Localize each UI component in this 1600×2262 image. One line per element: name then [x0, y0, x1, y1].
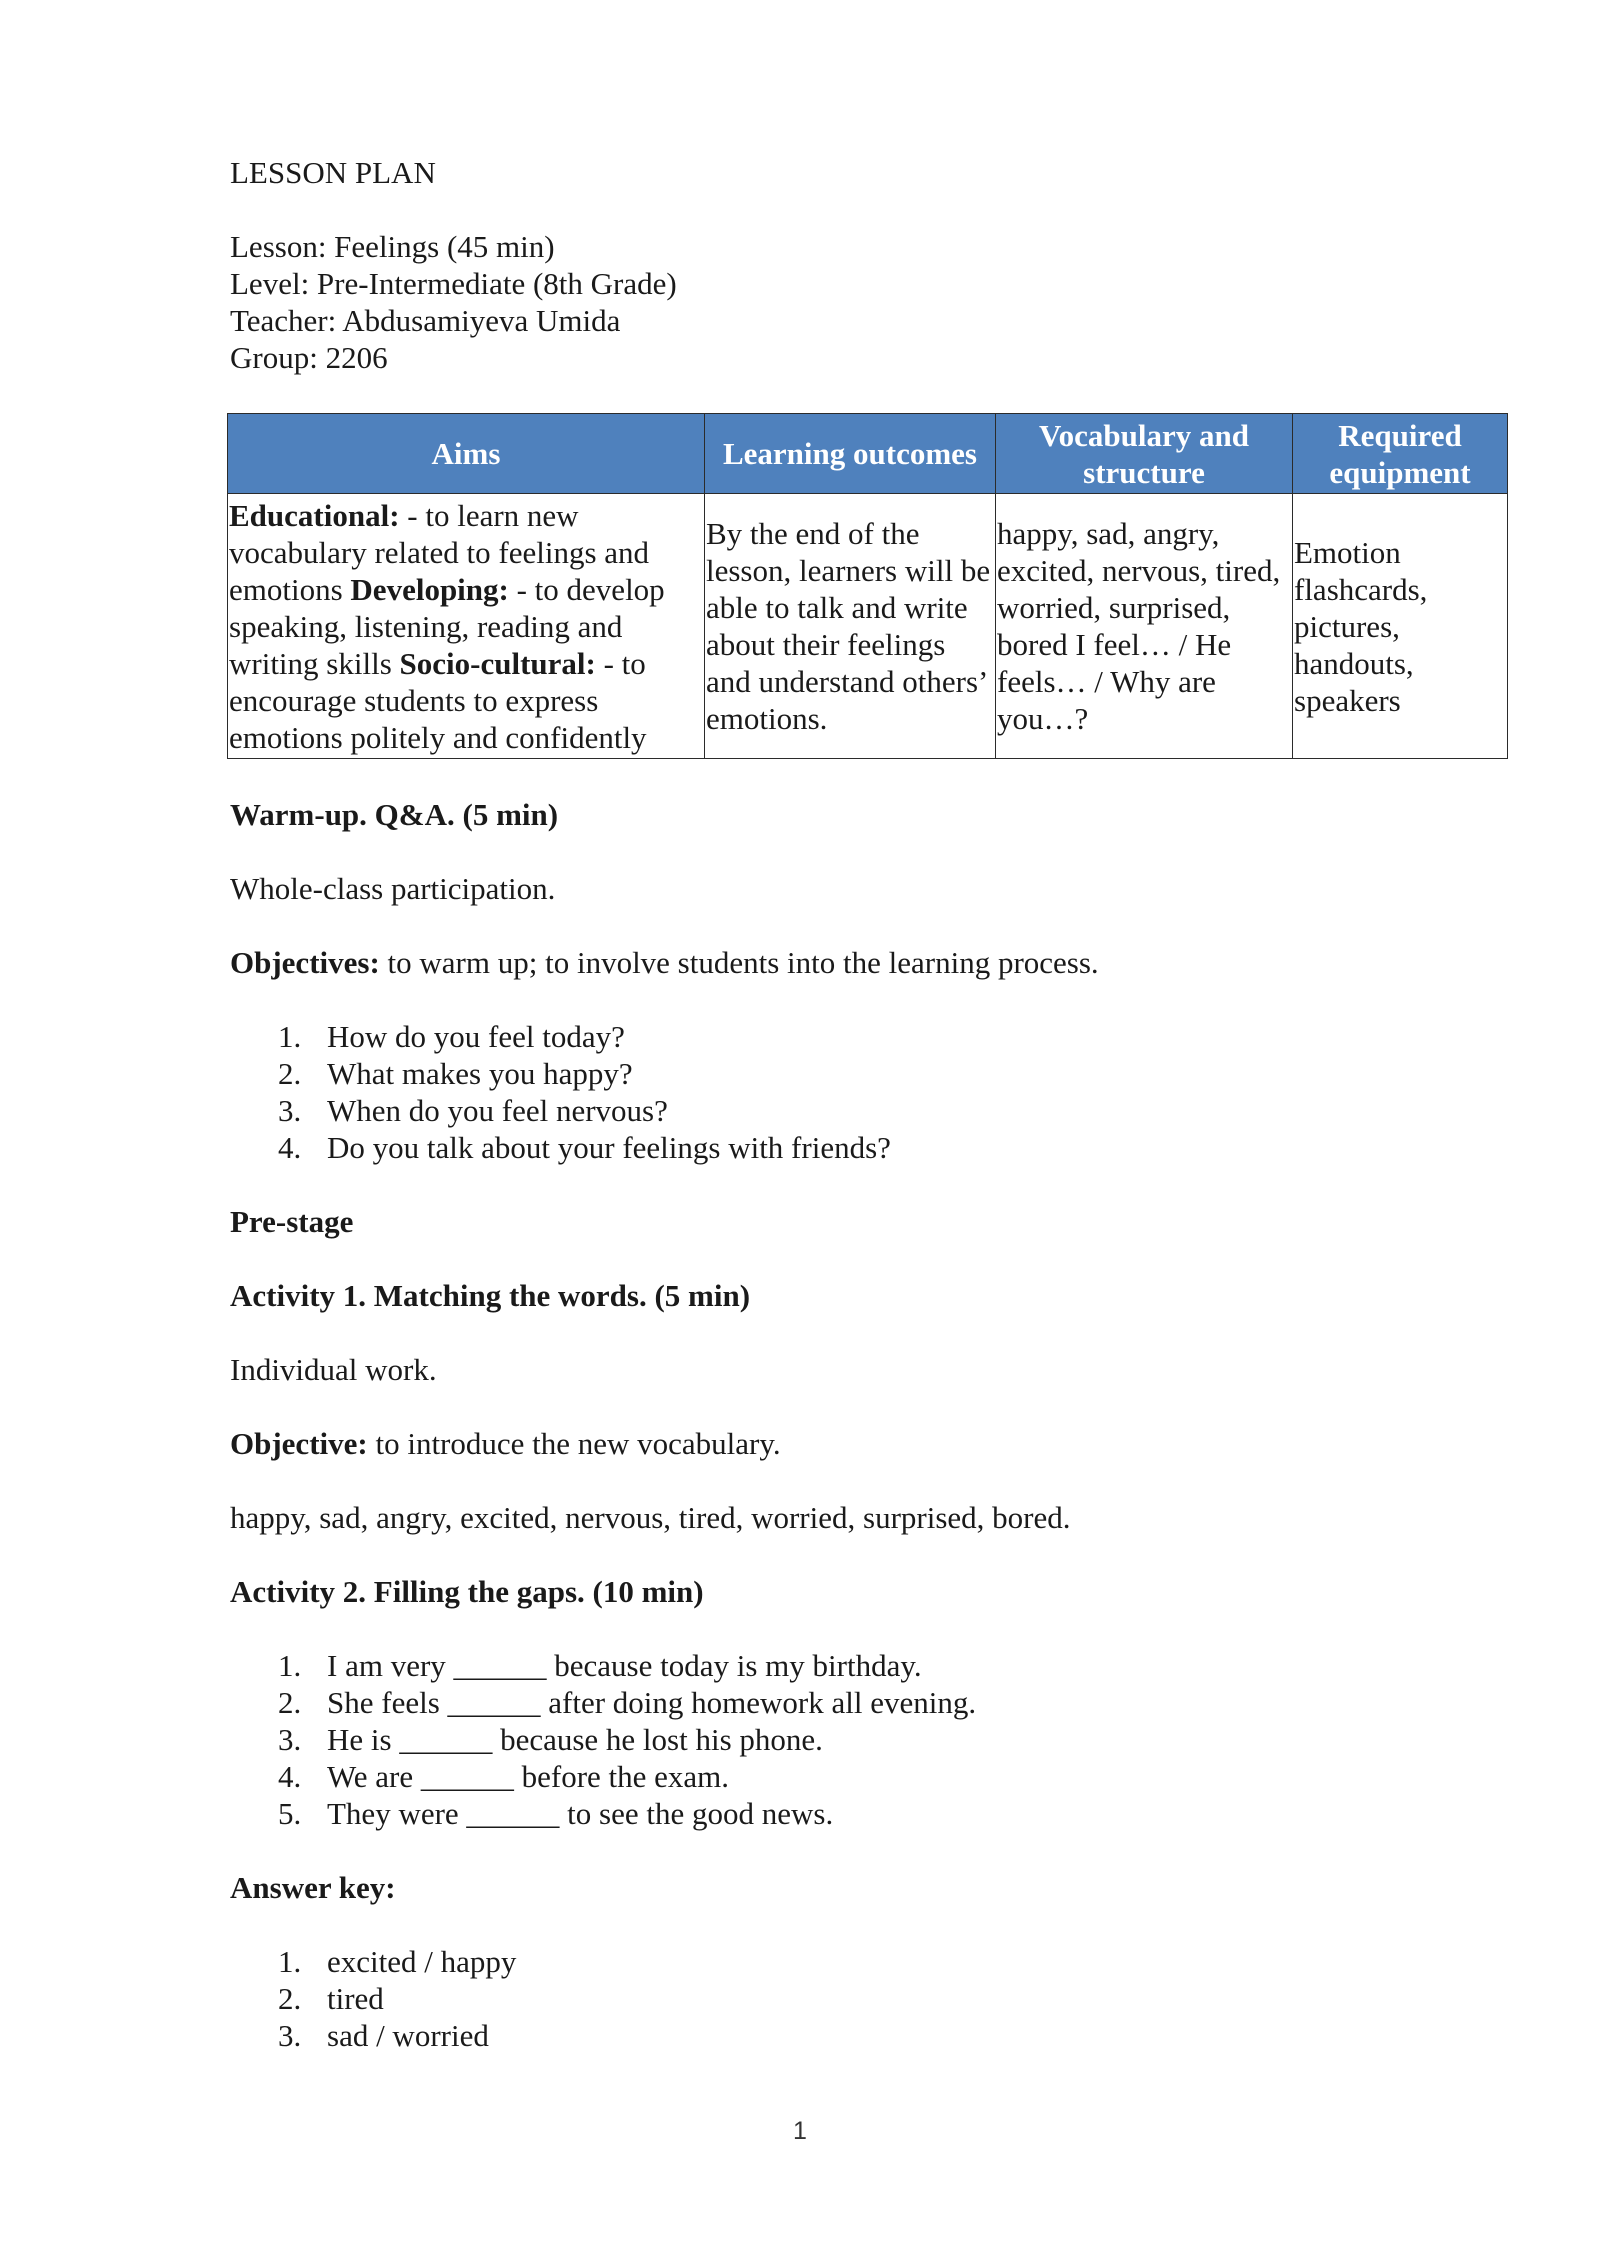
list-item-number: 4.	[278, 1759, 302, 1794]
header-learning-outcomes: Learning outcomes	[705, 414, 996, 494]
header-equipment-line1: Required	[1338, 417, 1462, 453]
list-item-text: They were ______ to see the good news.	[327, 1796, 834, 1831]
list-item-number: 1.	[278, 1019, 302, 1054]
objectives-label: Objectives:	[230, 945, 380, 980]
table-row	[228, 494, 1508, 759]
objective-text: to introduce the new vocabulary.	[367, 1426, 781, 1461]
header-vocabulary-line2: structure	[1083, 454, 1205, 490]
educational-label: Educational:	[229, 497, 400, 533]
list-item-number: 4.	[278, 1130, 302, 1165]
header-vocabulary	[996, 414, 1293, 494]
warmup-mode: Whole-class participation.	[230, 871, 556, 906]
list-item	[230, 2017, 1510, 2054]
list-item-number: 2.	[278, 1056, 302, 1091]
activity1-words: happy, sad, angry, excited, nervous, tired, worried, surprised, bored.	[230, 1500, 1071, 1535]
list-item	[230, 1721, 1510, 1758]
list-item-text: She feels ______ after doing homework all evening.	[327, 1685, 977, 1720]
warmup-heading: Warm-up. Q&A. (5 min)	[230, 797, 559, 832]
header-equipment-line2: equipment	[1329, 454, 1471, 490]
activity1-mode: Individual work.	[230, 1352, 437, 1387]
list-item	[230, 1980, 1510, 2017]
header-vocabulary-line1: Vocabulary and	[1039, 417, 1249, 453]
list-item-text: sad / worried	[327, 2018, 489, 2053]
list-item-text: What makes you happy?	[327, 1056, 633, 1091]
list-item-number: 2.	[278, 1685, 302, 1720]
list-item-text: How do you feel today?	[327, 1019, 625, 1054]
list-item	[230, 1129, 1510, 1166]
activity2-gap-list	[230, 1647, 1510, 1832]
list-item-number: 3.	[278, 2018, 302, 2053]
list-item-text: We are ______ before the exam.	[327, 1759, 730, 1794]
activity1-heading: Activity 1. Matching the words. (5 min)	[230, 1278, 751, 1313]
developing-text: - to develop speaking, listening, reading and writing skills	[229, 571, 665, 681]
list-item	[230, 1943, 1510, 1980]
header-aims: Aims	[228, 414, 705, 494]
list-item	[230, 1055, 1510, 1092]
lesson-line: Lesson: Feelings (45 min)	[230, 229, 555, 264]
list-item-number: 2.	[278, 1981, 302, 2016]
table-header-row	[228, 414, 1508, 494]
learning-outcomes-cell: By the end of the lesson, learners will be able to talk and write about their feelings and understand others’ emotions.	[705, 494, 996, 759]
list-item-text: I am very ______ because today is my birthday.	[327, 1648, 922, 1683]
list-item-text: excited / happy	[327, 1944, 517, 1979]
educational-text: - to learn new vocabulary related to feelings and emotions	[229, 497, 650, 607]
socio-cultural-label: Socio-cultural:	[399, 645, 596, 681]
list-item	[230, 1758, 1510, 1795]
list-item	[230, 1647, 1510, 1684]
developing-label: Developing:	[350, 571, 509, 607]
list-item	[230, 1795, 1510, 1832]
header-equipment	[1293, 414, 1508, 494]
lesson-plan-table	[227, 413, 1508, 759]
list-item	[230, 1018, 1510, 1055]
level-line: Level: Pre-Intermediate (8th Grade)	[230, 266, 677, 301]
answer-key-heading: Answer key:	[230, 1870, 396, 1905]
list-item-text: When do you feel nervous?	[327, 1093, 668, 1128]
warmup-questions-list	[230, 1018, 1510, 1166]
socio-cultural-text: - to encourage students to express emotions politely and confidently	[229, 645, 647, 755]
warmup-objectives	[230, 944, 1510, 981]
page-number: 1	[793, 2117, 807, 2145]
vocabulary-cell: happy, sad, angry, excited, nervous, tired, worried, surprised, bored I feel… / He feels… / Why are you…?	[996, 494, 1293, 759]
activity2-heading: Activity 2. Filling the gaps. (10 min)	[230, 1574, 704, 1609]
group-line: Group: 2206	[230, 340, 388, 375]
document-title: LESSON PLAN	[230, 155, 436, 190]
list-item-text: Do you talk about your feelings with friends?	[327, 1130, 891, 1165]
objective-label: Objective:	[230, 1426, 368, 1461]
page-content	[230, 154, 1510, 2054]
lesson-info	[230, 228, 1510, 376]
aims-cell	[228, 494, 705, 759]
list-item-text: tired	[327, 1981, 384, 2016]
list-item-number: 1.	[278, 1648, 302, 1683]
teacher-line: Teacher: Abdusamiyeva Umida	[230, 303, 621, 338]
list-item-text: He is ______ because he lost his phone.	[327, 1722, 823, 1757]
list-item-number: 3.	[278, 1722, 302, 1757]
equipment-cell: Emotion flashcards, pictures, handouts, speakers	[1293, 494, 1508, 759]
objectives-text: to warm up; to involve students into the learning process.	[379, 945, 1099, 980]
list-item-number: 5.	[278, 1796, 302, 1831]
list-item-number: 1.	[278, 1944, 302, 1979]
answer-key-list	[230, 1943, 1510, 2054]
list-item-number: 3.	[278, 1093, 302, 1128]
list-item	[230, 1092, 1510, 1129]
list-item	[230, 1684, 1510, 1721]
activity1-objective	[230, 1425, 1510, 1462]
prestage-heading: Pre-stage	[230, 1204, 354, 1239]
